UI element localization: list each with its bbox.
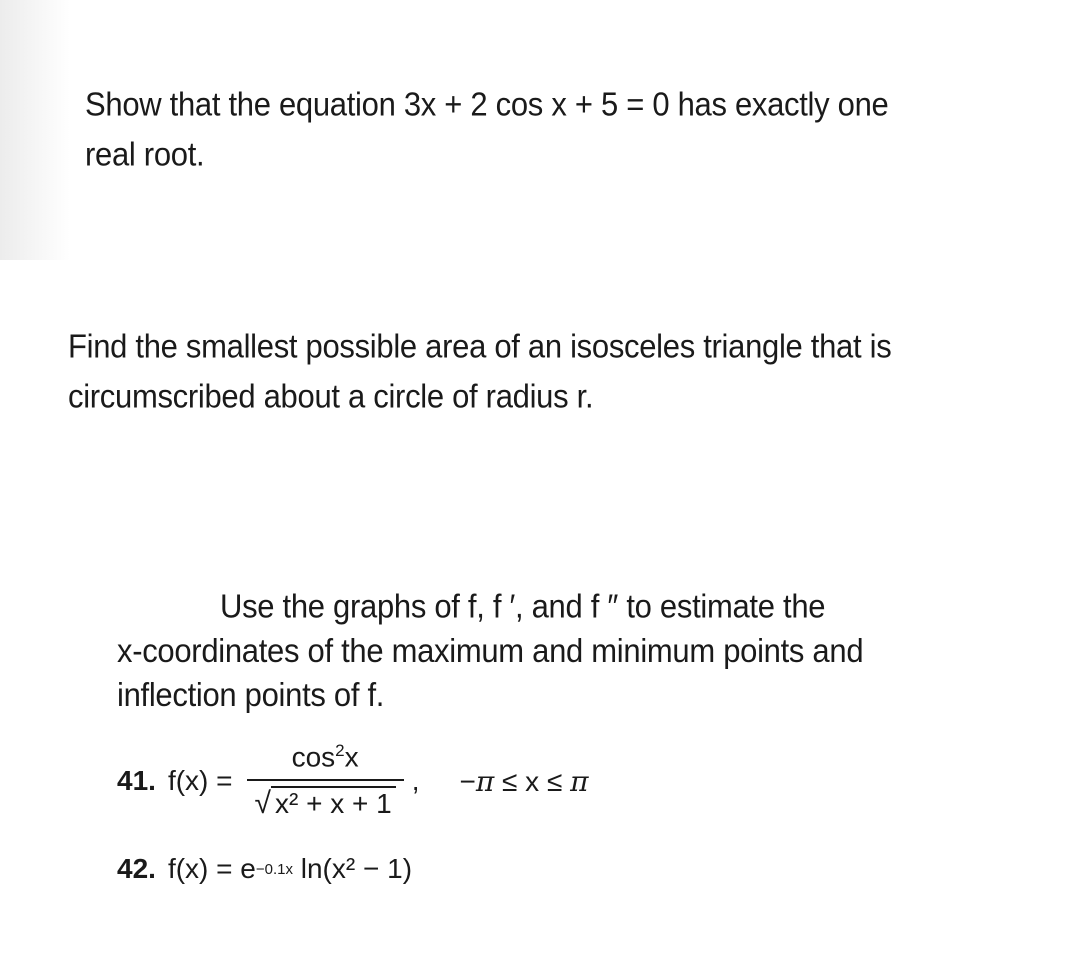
cos-text: cos xyxy=(291,741,336,773)
exercise-42 xyxy=(117,846,412,892)
problem-line: Show that the equation 3x + 2 cos x + 5 = 0 has exactly one xyxy=(85,85,889,124)
exercise-number: 42. xyxy=(117,853,156,884)
sqrt-radicand: x² + x + 1 xyxy=(271,786,396,819)
trailing-comma: , xyxy=(411,765,420,796)
pi-symbol: π xyxy=(570,764,589,798)
function-rest: ln(x² − 1) xyxy=(292,853,413,884)
problem-line: Use the graphs of f, f ′, and f ″ to estimate the xyxy=(220,587,826,626)
fraction-denominator xyxy=(247,781,404,821)
numerator-var: x xyxy=(344,741,359,773)
problem-root-equation xyxy=(85,80,1045,179)
problem-line: circumscribed about a circle of radius r. xyxy=(68,377,594,415)
problem-graph-instructions xyxy=(117,584,1017,717)
exercise-number: 41. xyxy=(117,765,156,796)
domain-constraint xyxy=(459,765,588,798)
exercise-41 xyxy=(117,733,589,829)
exponent: −0.1x xyxy=(255,860,293,878)
function-lhs: f(x) = e xyxy=(167,853,256,884)
fraction xyxy=(247,741,404,821)
fraction-numerator xyxy=(284,741,367,779)
problem-line: Find the smallest possible area of an isosceles triangle that is xyxy=(68,327,892,366)
problem-line: inflection points of f. xyxy=(117,675,385,714)
pi-symbol: π xyxy=(475,764,495,798)
domain-minus: − xyxy=(459,765,476,797)
sqrt-icon: √ xyxy=(254,787,271,821)
cos-exponent: 2 xyxy=(335,740,345,760)
domain-inequality: ≤ x ≤ xyxy=(494,765,571,797)
page-edge-shadow xyxy=(0,0,70,260)
problem-line: real root. xyxy=(85,135,205,173)
function-lhs: f(x) = xyxy=(167,765,233,796)
problem-line: x-coordinates of the maximum and minimum points and xyxy=(117,631,864,670)
problem-isosceles-triangle xyxy=(68,322,1028,421)
